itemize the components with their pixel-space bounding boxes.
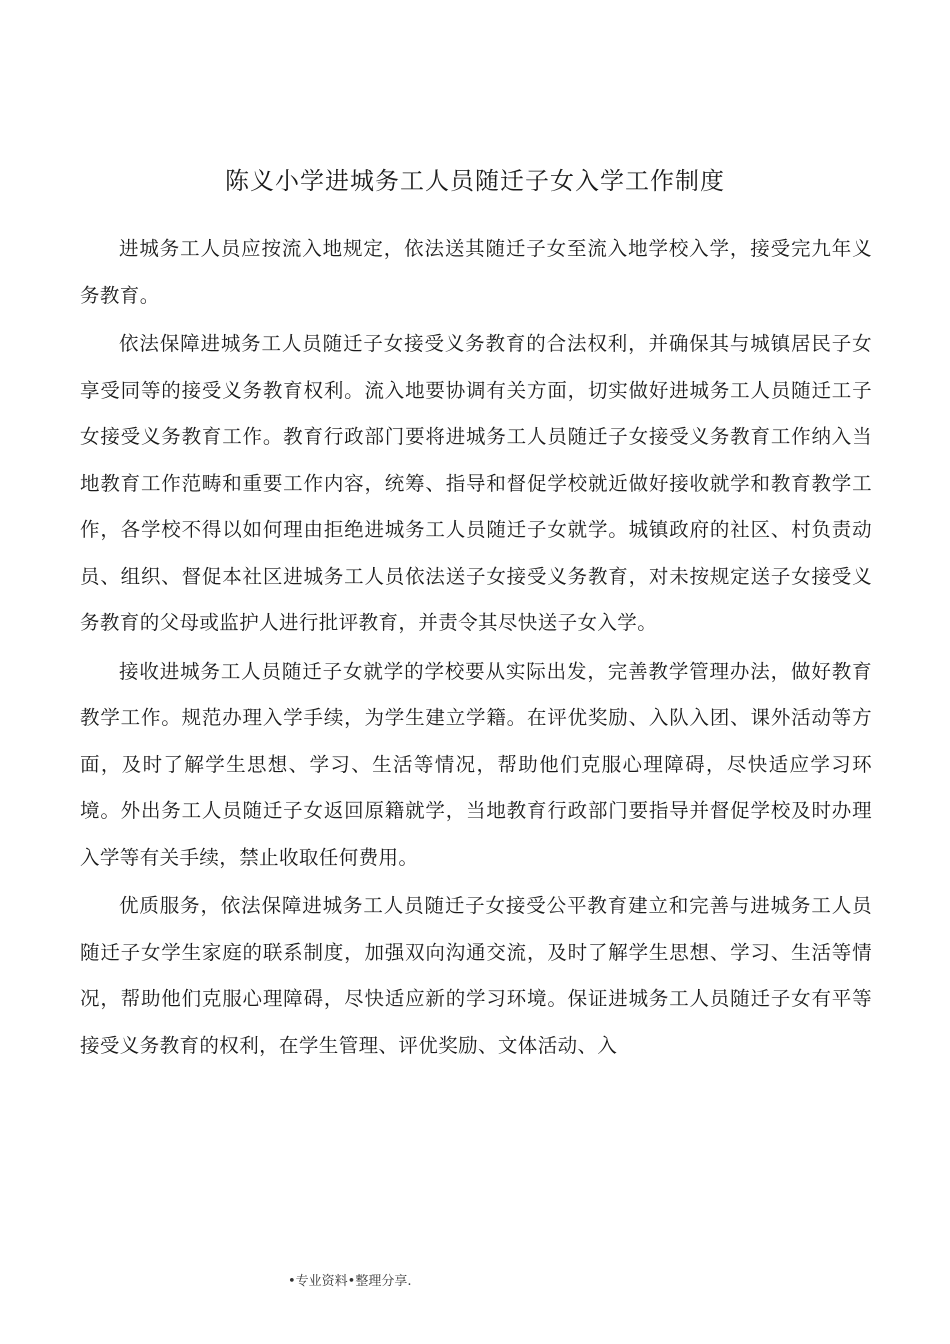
document-body (80, 226, 872, 1071)
paragraph-1: 进城务工人员应按流入地规定，依法送其随迁子女至流入地学校入学，接受完九年义务教育。 (80, 237, 872, 307)
document-title: 陈义小学进城务工人员随迁子女入学工作制度 (225, 167, 725, 195)
paragraph-2: 依法保障进城务工人员随迁子女接受义务教育的合法权利，并确保其与城镇居民子女享受同等的接受义务教育权利。流入地要协调有关方面，切实做好进城务工人员随迁工子女接受义务教育工作。教育行政部门要将进城务工人员随迁子女接受义务教育工作纳入当地教育工作范畴和重要工作内容，统筹、指导和督促学校就近做好接收就学和教育教学工作，各学校不得以如何理由拒绝进城务工人员随迁子女就学。城镇政府的社区、村负责动员、组织、督促本社区进城务工人员依法送子女接受义务教育，对未按规定送子女接受义务教育的父母或监护人进行批评教育，并责令其尽快送子女入学。 (80, 332, 872, 634)
page-footer: •专业资料•整理分享. (288, 1274, 412, 1289)
paragraph-4: 优质服务，依法保障进城务工人员随迁子女接受公平教育建立和完善与进城务工人员随迁子女学生家庭的联系制度，加强双向沟通交流，及时了解学生思想、学习、生活等情况，帮助他们克服心理障碍，尽快适应新的学习环境。保证进城务工人员随迁子女有平等接受义务教育的权利，在学生管理、评优奖励、文体活动、入 (80, 894, 872, 1057)
paragraph-3: 接收进城务工人员随迁子女就学的学校要从实际出发，完善教学管理办法，做好教育教学工作。规范办理入学手续，为学生建立学籍。在评优奖励、入队入团、课外活动等方面，及时了解学生思想、学习、生活等情况，帮助他们克服心理障碍，尽快适应学习环境。外出务工人员随迁子女返回原籍就学，当地教育行政部门要指导并督促学校及时办理入学等有关手续，禁止收取任何费用。 (80, 659, 872, 869)
